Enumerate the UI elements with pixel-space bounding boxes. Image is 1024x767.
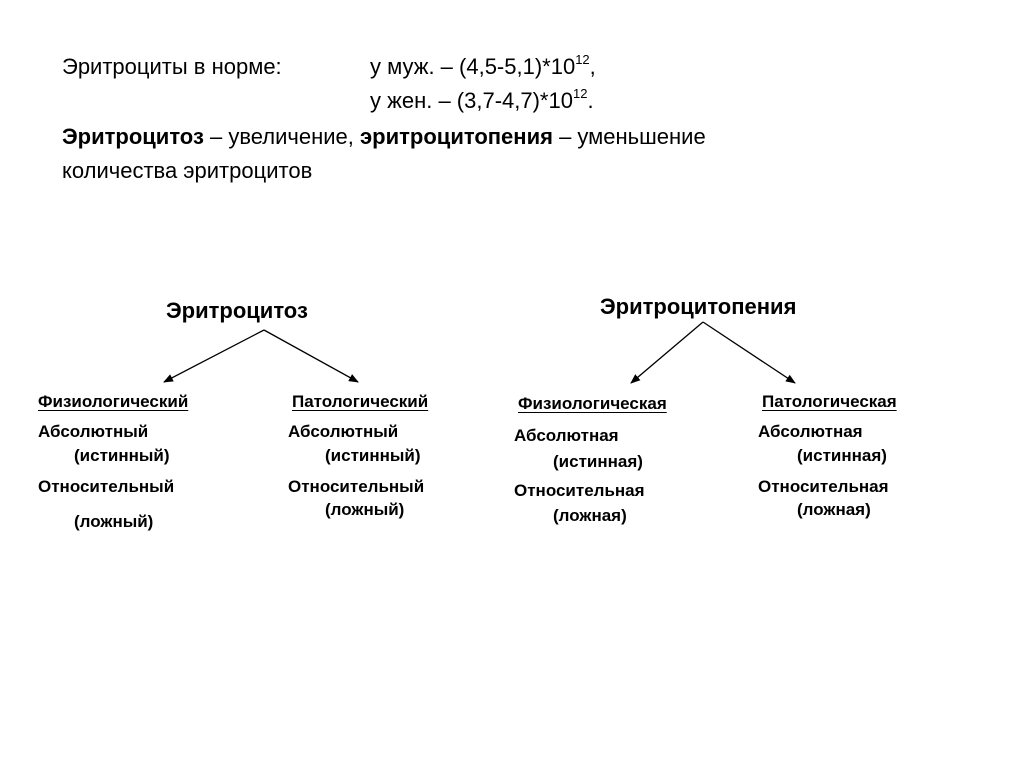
erythrocytosis-physiological-title: Физиологический xyxy=(38,392,189,411)
definition-decrease: – уменьшение xyxy=(552,124,706,149)
erythrocytopenia-physiological-title: Физиологическая xyxy=(518,394,667,413)
erythrocytopenia-pathological-false: (ложная) xyxy=(797,500,871,519)
male-norm-tail: , xyxy=(589,54,596,79)
erythrocytosis-pathological-absolute: Абсолютный xyxy=(288,422,399,441)
arrow-erythrocytopenia-right xyxy=(703,322,795,383)
erythrocytopenia-pathological-title: Патологическая xyxy=(762,392,897,411)
erythrocytopenia-physiological-absolute: Абсолютная xyxy=(514,426,619,445)
arrow-erythrocytosis-right xyxy=(264,330,358,382)
erythrocytopenia-physiological-relative: Относительная xyxy=(514,481,645,500)
definition-line-2: количества эритроцитов xyxy=(62,158,313,183)
erythrocytosis-pathological-title: Патологический xyxy=(292,392,429,411)
definition-increase: – увеличение, xyxy=(203,124,361,149)
male-norm-text: у муж. – (4,5-5,1)*10 xyxy=(370,54,576,79)
male-norm-exponent: 12 xyxy=(575,52,590,67)
erythrocytopenia-pathological-relative: Относительная xyxy=(758,477,889,496)
erythrocytopenia-physiological-true: (истинная) xyxy=(553,452,643,471)
normal-values-label: Эритроциты в норме: xyxy=(62,54,282,79)
erythrocytosis-physiological-absolute: Абсолютный xyxy=(38,422,149,441)
erythrocytopenia-pathological-true: (истинная) xyxy=(797,446,887,465)
erythrocytopenia-title: Эритроцитопения xyxy=(600,294,797,319)
female-norm-text: у жен. – (3,7-4,7)*10 xyxy=(370,88,573,113)
erythrocytosis-pathological-false: (ложный) xyxy=(325,500,405,519)
term-erythrocytopenia: эритроцитопения xyxy=(360,124,553,149)
erythrocytosis-physiological-false: (ложный) xyxy=(74,512,154,531)
erythrocytosis-title: Эритроцитоз xyxy=(166,298,308,323)
erythrocytopenia-physiological-false: (ложная) xyxy=(553,506,627,525)
arrow-erythrocytosis-left xyxy=(164,330,264,382)
erythrocytosis-pathological-relative: Относительный xyxy=(288,477,425,496)
female-norm-exponent: 12 xyxy=(572,86,588,101)
erythrocytosis-physiological-true: (истинный) xyxy=(74,446,170,465)
arrow-erythrocytopenia-left xyxy=(631,322,703,383)
erythrocytosis-pathological-true: (истинный) xyxy=(325,446,421,465)
erythrocytopenia-pathological-absolute: Абсолютная xyxy=(758,422,863,441)
term-erythrocytosis: Эритроцитоз xyxy=(62,124,204,149)
erythrocytosis-physiological-relative: Относительный xyxy=(38,477,175,496)
female-norm-tail: . xyxy=(587,88,594,113)
